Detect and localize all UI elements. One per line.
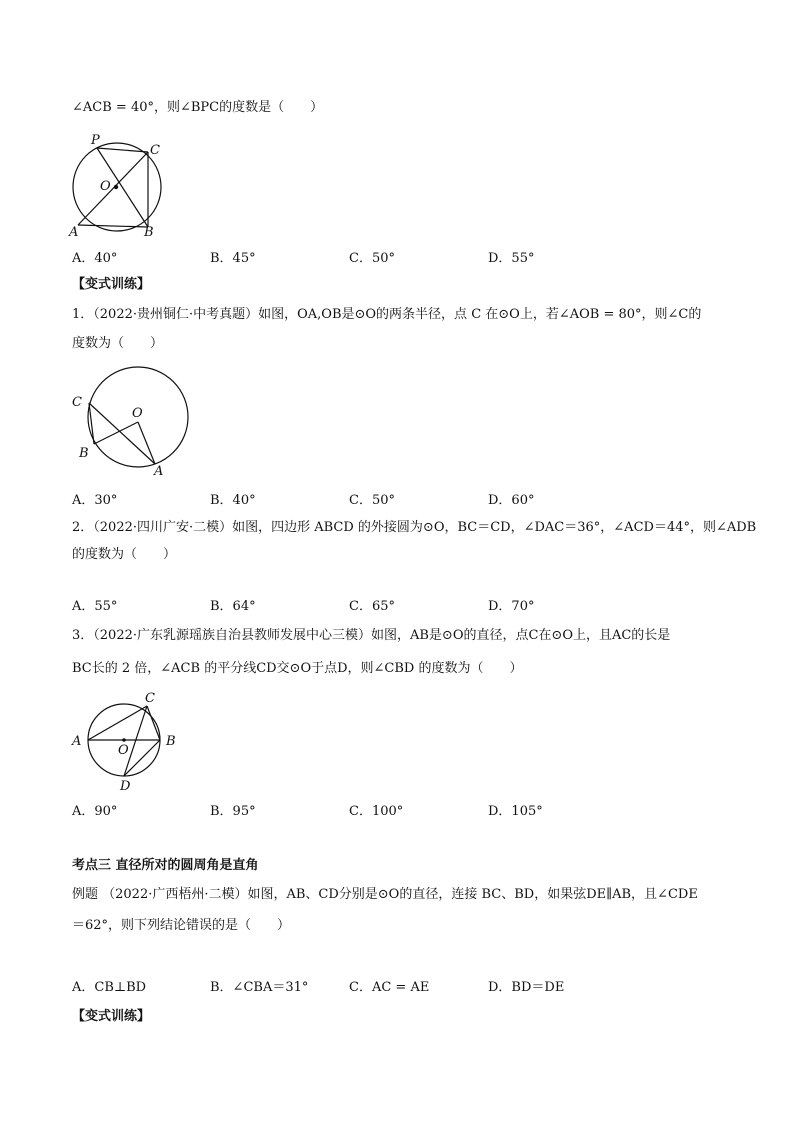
- option-d[interactable]: D．55°: [488, 251, 535, 266]
- center-dot: [122, 738, 126, 742]
- option-a[interactable]: A．40°: [72, 251, 118, 266]
- options-q0: [72, 250, 632, 268]
- option-c[interactable]: C．65°: [349, 599, 395, 614]
- option-d[interactable]: D．105°: [488, 804, 543, 819]
- option-d[interactable]: D．BD＝DE: [488, 980, 565, 995]
- label-o: O: [118, 743, 129, 758]
- section-title-key-point-3: 考点三 直径所对的圆周角是直角: [72, 858, 259, 873]
- label-a: A: [69, 225, 79, 238]
- option-a[interactable]: A．55°: [72, 599, 118, 614]
- label-a: A: [154, 464, 164, 478]
- section-title-variant-1: 【变式训练】: [72, 277, 151, 292]
- options-q1: [72, 492, 632, 510]
- option-a[interactable]: A．CB⊥BD: [72, 980, 147, 995]
- option-c[interactable]: C．50°: [349, 251, 395, 266]
- option-d[interactable]: D．60°: [488, 493, 535, 508]
- label-o: O: [132, 406, 143, 421]
- q2-stem-line1: 2．（2022·四川广安·二模）如图，四边形 ABCD 的外接圆为⊙O，BC＝CD，∠DAC＝36°，∠ACD＝44°，则∠ADB: [72, 520, 757, 535]
- segment-cb: [89, 403, 94, 444]
- options-example: [72, 979, 632, 997]
- segment-ac: [88, 706, 147, 740]
- label-c: C: [150, 143, 160, 158]
- label-o: O: [100, 179, 111, 194]
- segment-cd: [124, 706, 147, 776]
- option-b[interactable]: B．64°: [210, 599, 256, 614]
- option-c[interactable]: C．100°: [349, 804, 404, 819]
- option-b[interactable]: B．40°: [210, 493, 256, 508]
- label-b: B: [166, 734, 176, 749]
- label-b: B: [144, 225, 154, 238]
- segment-ac: [78, 152, 148, 225]
- label-p: P: [91, 133, 100, 148]
- label-a: A: [72, 734, 82, 749]
- option-a[interactable]: A．90°: [72, 804, 118, 819]
- center-dot: [114, 185, 118, 189]
- option-d[interactable]: D．70°: [488, 599, 535, 614]
- segment-ob: [94, 422, 138, 444]
- q3-stem-line2: BC长的 2 倍，∠ACB 的平分线CD交⊙O于点D，则∠CBD 的度数为（ ）: [72, 661, 523, 676]
- segment-oa: [138, 422, 155, 464]
- label-c: C: [145, 691, 155, 706]
- segment-ca: [89, 403, 155, 464]
- example-stem-line2: ＝62°，则下列结论错误的是（ ）: [72, 918, 291, 933]
- option-c[interactable]: C．50°: [349, 493, 395, 508]
- figure-circle-abcd: [68, 688, 184, 796]
- q1-stem-line1: 1．（2022·贵州铜仁·中考真题）如图，OA,OB是⊙O的两条半径，点 C 在⊙O上，若∠AOB = 80°，则∠C的: [72, 307, 702, 322]
- label-b: B: [79, 446, 89, 461]
- option-c[interactable]: C．AC = AE: [349, 980, 430, 995]
- figure-circle-oabc: [66, 362, 192, 478]
- q2-stem-line2: 的度数为（ ）: [72, 547, 177, 562]
- option-b[interactable]: B．45°: [210, 251, 256, 266]
- label-d: D: [120, 779, 131, 794]
- q1-stem-line2: 度数为（ ）: [72, 336, 164, 351]
- segment-cb: [147, 706, 160, 740]
- q3-stem-line1: 3．（2022·广东乳源瑶族自治县教师发展中心三模）如图，AB是⊙O的直径，点C在⊙O上，且AC的长是: [72, 628, 671, 643]
- options-q3: [72, 803, 632, 821]
- figure-circle-pabc: [64, 128, 174, 238]
- section-title-variant-2: 【变式训练】: [72, 1009, 151, 1024]
- option-a[interactable]: A．30°: [72, 493, 118, 508]
- option-b[interactable]: B．95°: [210, 804, 256, 819]
- option-b[interactable]: B．∠CBA＝31°: [210, 980, 309, 995]
- example-stem-line1: 例题 （2022·广西梧州·二模）如图，AB、CD分别是⊙O的直径，连接 BC、BD，如果弦DE∥AB，且∠CDE: [72, 887, 698, 902]
- label-c: C: [72, 395, 82, 410]
- options-q2: [72, 598, 632, 616]
- question-stem: ∠ACB = 40°，则∠BPC的度数是（ ）: [72, 100, 324, 115]
